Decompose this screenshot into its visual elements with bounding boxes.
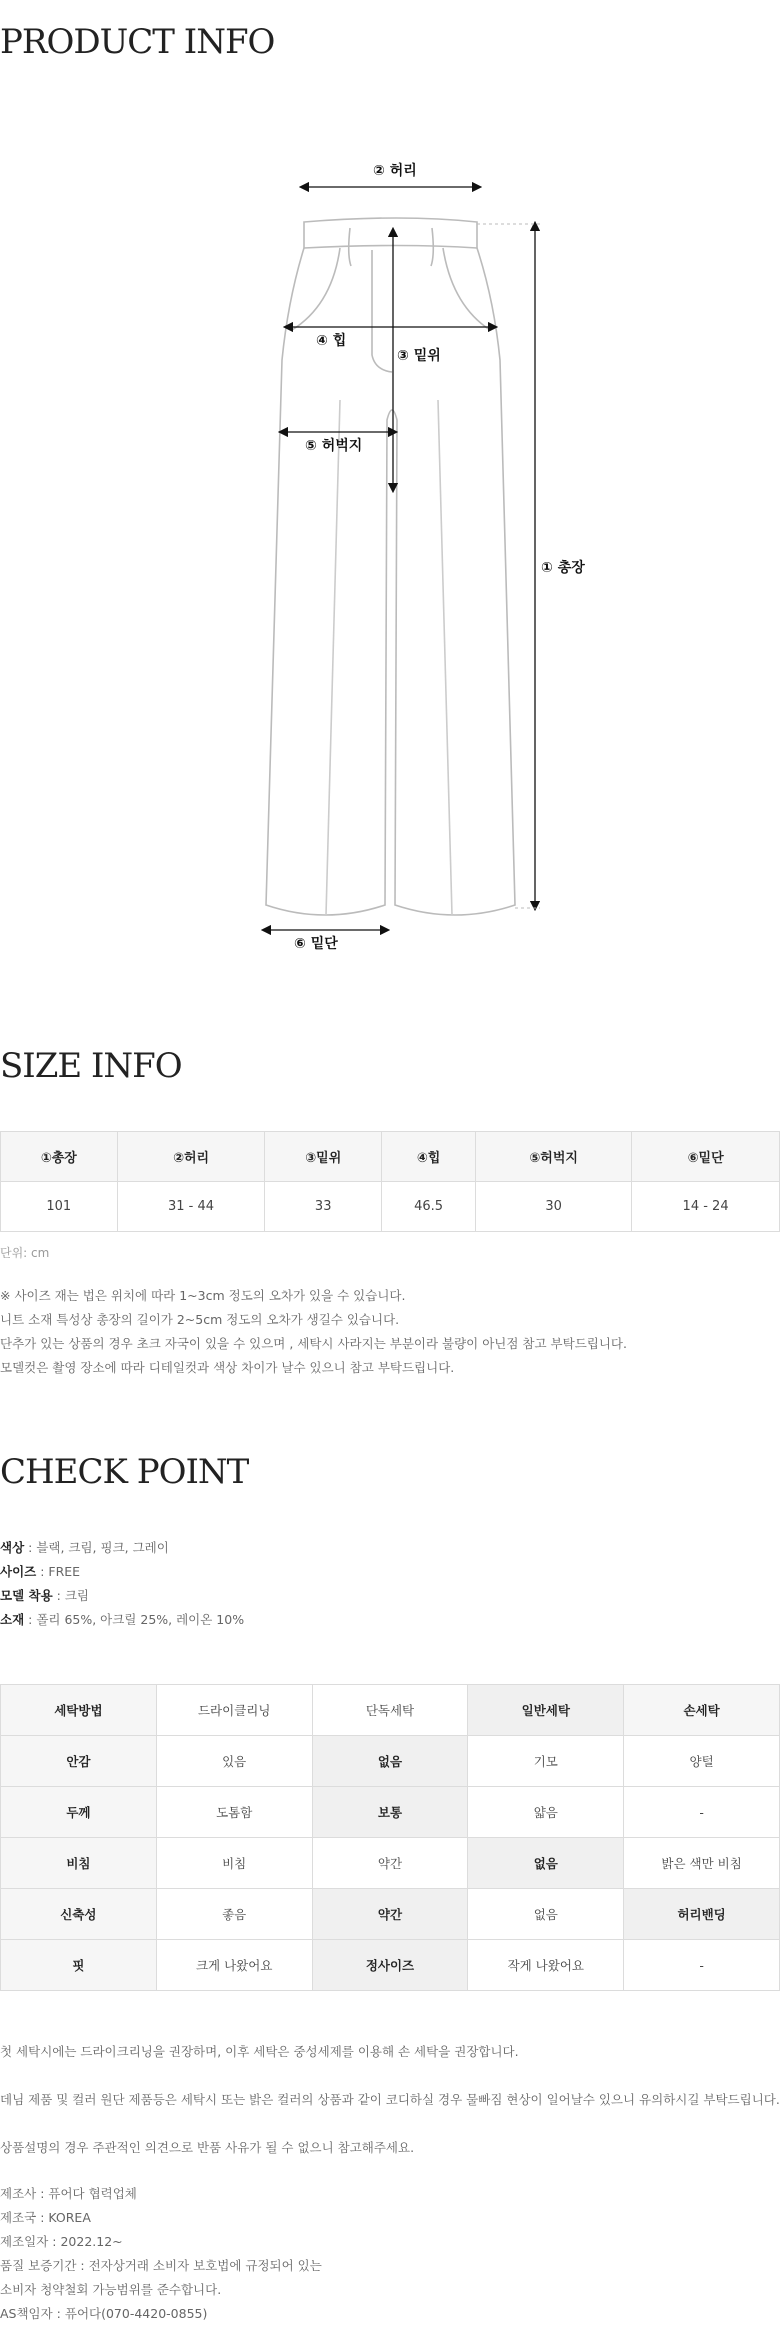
size-header-row xyxy=(1,1132,780,1182)
size-header-hip: ④힙 xyxy=(382,1132,476,1182)
label-hem: ⑥ 밑단 xyxy=(294,936,338,952)
size-notes xyxy=(0,1284,627,1380)
size-header-thigh: ⑤허벅지 xyxy=(476,1132,632,1182)
table-row xyxy=(1,1787,780,1838)
size-value-hip: 46.5 xyxy=(382,1182,476,1232)
maker-line: 제조일자 : 2022.12~ xyxy=(0,2234,123,2249)
pants-outline xyxy=(266,218,515,915)
table-cell-selected: 허리밴딩 xyxy=(624,1889,780,1940)
label-hip: ④ 힙 xyxy=(316,333,347,349)
footer-note-subjective: 상품설명의 경우 주관적인 의견으로 반품 사유가 될 수 없으니 참고해주세요. xyxy=(0,2140,415,2155)
table-cell: 양털 xyxy=(624,1736,780,1787)
row-header-fit: 핏 xyxy=(1,1940,157,1991)
footer-note-washing: 첫 세탁시에는 드라이크리닝을 권장하며, 이후 세탁은 중성세제를 이용해 손 세탁을 권장합니다. xyxy=(0,2044,519,2059)
table-cell: 기모 xyxy=(468,1736,624,1787)
maker-line: 제조국 : KOREA xyxy=(0,2210,91,2225)
size-value-length: 101 xyxy=(1,1182,118,1232)
row-header-wash: 세탁방법 xyxy=(1,1685,157,1736)
table-cell: - xyxy=(624,1787,780,1838)
table-cell-selected: 손세탁 xyxy=(624,1685,780,1736)
label-rise: ③ 밑위 xyxy=(397,348,441,364)
row-header-stretch: 신축성 xyxy=(1,1889,157,1940)
table-cell-selected: 약간 xyxy=(312,1889,468,1940)
row-header-thickness: 두께 xyxy=(1,1787,157,1838)
table-cell: 얇음 xyxy=(468,1787,624,1838)
table-cell: 비침 xyxy=(156,1838,312,1889)
table-cell: 없음 xyxy=(468,1889,624,1940)
row-header-sheerness: 비침 xyxy=(1,1838,157,1889)
note-line: 단추가 있는 상품의 경우 초크 자국이 있을 수 있으며 , 세탁시 사라지는 부분이라 불량이 아닌점 참고 부탁드립니다. xyxy=(0,1336,627,1351)
table-cell-selected: 없음 xyxy=(468,1838,624,1889)
row-header-lining: 안감 xyxy=(1,1736,157,1787)
table-cell: 단독세탁 xyxy=(312,1685,468,1736)
table-row xyxy=(1,1736,780,1787)
check-point-list xyxy=(0,1536,244,1632)
check-item-size: 사이즈 : FREE xyxy=(0,1564,81,1579)
label-waist: ② 허리 xyxy=(373,163,417,179)
section-title-size-info: SIZE INFO xyxy=(0,1046,182,1086)
table-cell: 있음 xyxy=(156,1736,312,1787)
measure-lines xyxy=(266,187,535,930)
table-cell: 밝은 색만 비침 xyxy=(624,1838,780,1889)
size-header-rise: ③밑위 xyxy=(265,1132,382,1182)
maker-line: AS책임자 : 퓨어다(070-4420-0855) xyxy=(0,2306,208,2321)
footer-note-denim: 데님 제품 및 컬러 원단 제품등은 세탁시 또는 밝은 컬러의 상품과 같이 코디하실 경우 물빠짐 현상이 일어날수 있으니 유의하시길 부탁드립니다. xyxy=(0,2092,780,2107)
size-value-hem: 14 - 24 xyxy=(632,1182,780,1232)
size-value-rise: 33 xyxy=(265,1182,382,1232)
label-thigh: ⑤ 허벅지 xyxy=(305,438,363,454)
table-cell-selected: 일반세탁 xyxy=(468,1685,624,1736)
check-item-color: 색상 : 블랙, 크림, 핑크, 그레이 xyxy=(0,1540,169,1555)
size-value-thigh: 30 xyxy=(476,1182,632,1232)
table-row xyxy=(1,1838,780,1889)
size-header-waist: ②허리 xyxy=(117,1132,265,1182)
fabric-info-table xyxy=(0,1684,780,1991)
check-item-model: 모델 착용 : 크림 xyxy=(0,1588,89,1603)
table-row xyxy=(1,1685,780,1736)
note-line: 니트 소재 특성상 총장의 길이가 2~5cm 정도의 오차가 생길수 있습니다. xyxy=(0,1312,400,1327)
table-cell: 약간 xyxy=(312,1838,468,1889)
table-row xyxy=(1,1940,780,1991)
size-value-waist: 31 - 44 xyxy=(117,1182,265,1232)
table-cell-selected: 없음 xyxy=(312,1736,468,1787)
table-cell: 드라이클리닝 xyxy=(156,1685,312,1736)
section-title-check-point: CHECK POINT xyxy=(0,1452,249,1492)
maker-line: 소비자 청약철회 가능범위를 준수합니다. xyxy=(0,2282,222,2297)
size-header-hem: ⑥밑단 xyxy=(632,1132,780,1182)
table-cell: 좋음 xyxy=(156,1889,312,1940)
table-cell: 도톰함 xyxy=(156,1787,312,1838)
unit-label: 단위: cm xyxy=(0,1246,50,1260)
table-row xyxy=(1,1889,780,1940)
table-cell: 크게 나왔어요 xyxy=(156,1940,312,1991)
size-table xyxy=(0,1131,780,1232)
maker-line: 품질 보증기간 : 전자상거래 소비자 보호법에 규정되어 있는 xyxy=(0,2258,322,2273)
size-header-length: ①총장 xyxy=(1,1132,118,1182)
manufacturer-info xyxy=(0,2182,322,2326)
note-line: ※ 사이즈 재는 법은 위치에 따라 1~3cm 정도의 오차가 있을 수 있습니다. xyxy=(0,1288,406,1303)
pants-size-diagram xyxy=(0,0,780,1000)
table-cell: 작게 나왔어요 xyxy=(468,1940,624,1991)
maker-line: 제조사 : 퓨어다 협력업체 xyxy=(0,2186,137,2201)
table-cell-selected: 정사이즈 xyxy=(312,1940,468,1991)
label-length: ① 총장 xyxy=(541,560,585,576)
size-value-row xyxy=(1,1182,780,1232)
section-title-product-info: PRODUCT INFO xyxy=(0,22,275,62)
table-cell-selected: 보통 xyxy=(312,1787,468,1838)
check-item-material: 소재 : 폴리 65%, 아크릴 25%, 레이온 10% xyxy=(0,1612,245,1627)
note-line: 모델컷은 촬영 장소에 따라 디테일컷과 색상 차이가 날수 있으니 참고 부탁드립니다. xyxy=(0,1360,455,1375)
table-cell: - xyxy=(624,1940,780,1991)
